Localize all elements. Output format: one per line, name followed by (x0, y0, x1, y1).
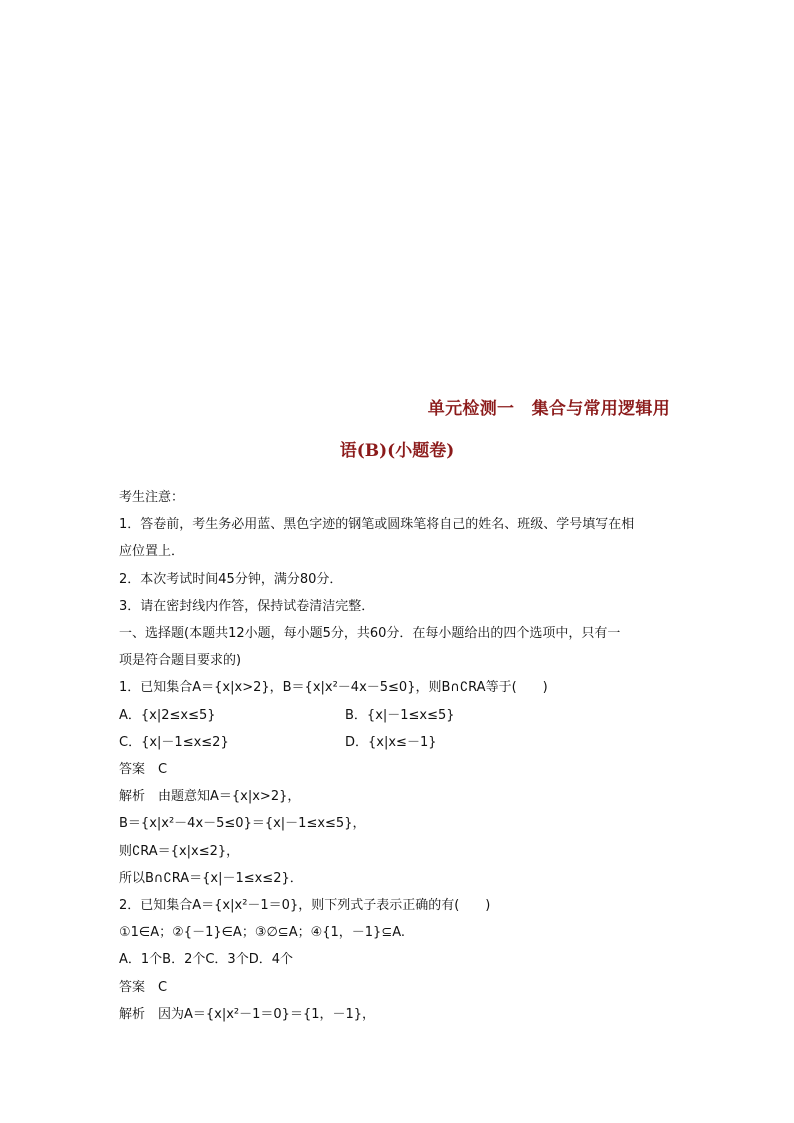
question-1-analysis-1: 解析 由题意知A＝{x|x>2}， (119, 789, 301, 805)
section-heading-line-a: 一、选择题(本题共12小题，每小题5分，共60分．在每小题给出的四个选项中，只有一 (119, 626, 621, 642)
question-1-analysis-4: 所以B∩∁RA＝{x|－1≤x≤2}． (119, 870, 303, 886)
title-line-2: 语(B)(小题卷) (339, 441, 455, 461)
notice-2: 2．本次考试时间45分钟，满分80分． (119, 571, 343, 587)
question-1-options-row-1 (119, 702, 679, 729)
question-1-analysis-3: 则∁RA＝{x|x≤2}， (119, 843, 240, 859)
question-2-answer: 答案 C (119, 979, 168, 995)
document-body (119, 484, 679, 1028)
title-line-1: 单元检测一 集合与常用逻辑用 (427, 399, 670, 419)
question-1-option-c: C．{x|－1≤x≤2} (119, 734, 229, 750)
question-1-option-a: A．{x|2≤x≤5} (119, 707, 216, 723)
notice-1-line-a: 1．答卷前，考生务必用蓝、黑色字迹的钢笔或圆珠笔将自己的姓名、班级、学号填写在相 (119, 517, 635, 533)
question-1-option-b: B．{x|－1≤x≤5} (345, 707, 455, 723)
question-2-items: ①1∈A；②{－1}∈A；③∅⊆A；④{1，－1}⊆A. (119, 925, 406, 941)
notice-label: 考生注意： (119, 490, 185, 505)
question-1-answer: 答案 C (119, 762, 168, 777)
notice-3: 3．请在密封线内作答，保持试卷清洁完整． (119, 598, 375, 614)
notice-1-line-b: 应位置上． (119, 544, 185, 560)
question-2-stem: 2．已知集合A＝{x|x²－1＝0}，则下列式子表示正确的有( ) (119, 898, 491, 914)
question-1-option-d: D．{x|x≤－1} (345, 734, 437, 750)
section-heading-line-b: 项是符合题目要求的) (119, 653, 242, 669)
question-1-analysis-2: B＝{x|x²－4x－5≤0}＝{x|－1≤x≤5}， (119, 816, 366, 832)
question-2-analysis-1: 解析 因为A＝{x|x²－1＝0}＝{1，－1}， (119, 1006, 376, 1022)
question-1-stem: 1．已知集合A＝{x|x>2}，B＝{x|x²－4x－5≤0}，则B∩∁RA等于( ) (119, 680, 548, 696)
question-1-options-row-2 (119, 729, 679, 756)
question-2-options: A．1个B．2个C．3个D．4个 (119, 952, 293, 968)
